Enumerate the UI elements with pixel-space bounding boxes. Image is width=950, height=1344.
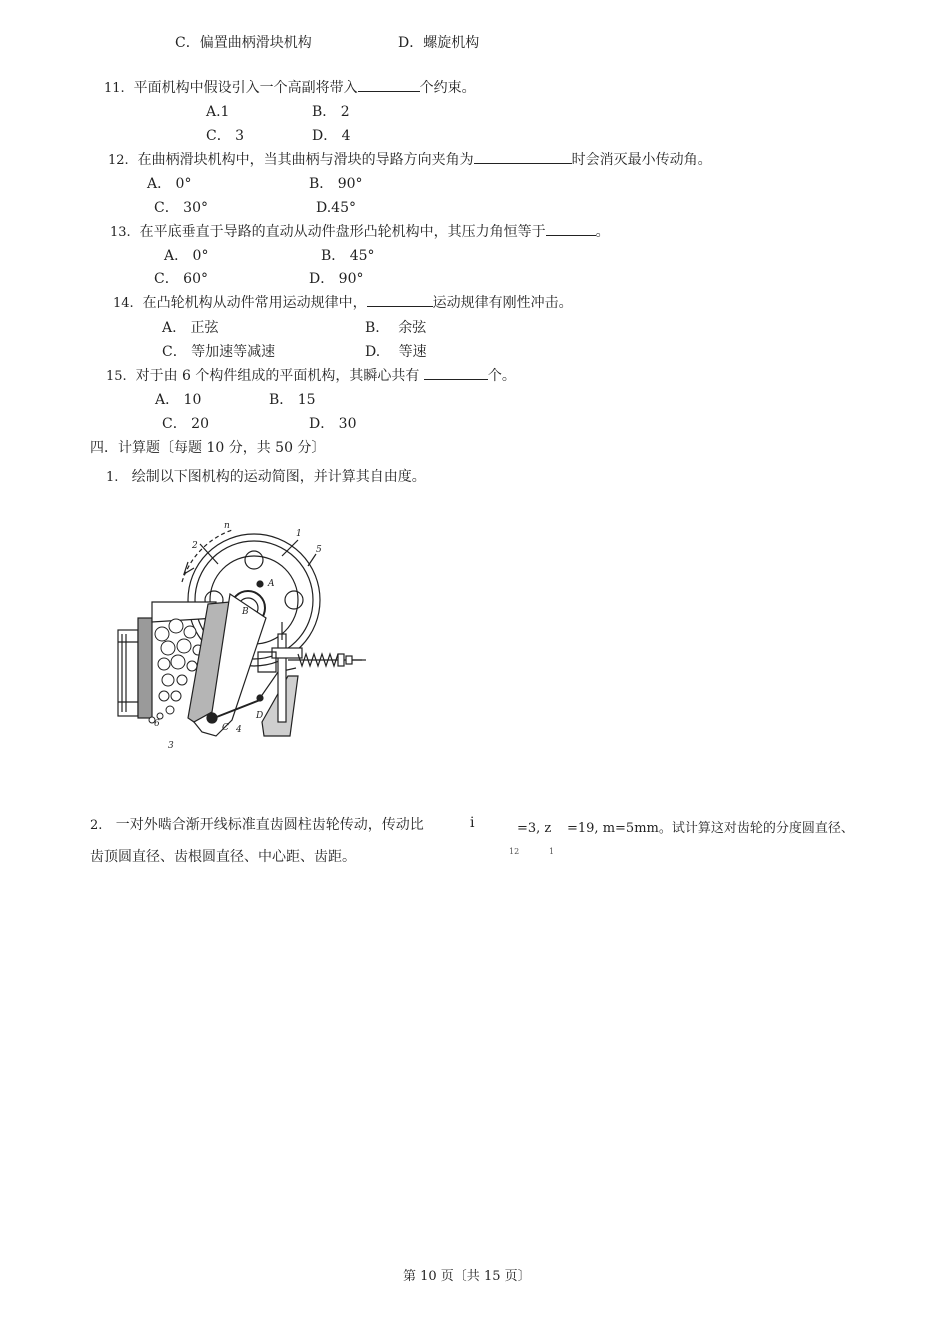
- q14-blank: [367, 294, 433, 307]
- calc2-text-a: 一对外啮合渐开线标准直齿圆柱齿轮传动，传动比: [115, 817, 424, 833]
- q13-option-d: D． 90°: [309, 271, 364, 287]
- q10-option-d: D．螺旋机构: [398, 35, 480, 51]
- q12-option-a: A． 0°: [147, 176, 192, 192]
- q15-text-b: 个。: [487, 368, 516, 384]
- calc2-text-c: =19, m=5mm。试计算这对齿轮的分度圆直径、: [567, 821, 854, 836]
- calc2-line2: 齿顶圆直径、齿根圆直径、中心距、齿距。: [90, 849, 356, 865]
- q11-option-c: C． 3: [206, 128, 245, 144]
- q14-option-b: B. 余弦: [365, 320, 427, 336]
- q14-text-b: 运动规律有刚性冲击。: [432, 295, 573, 311]
- q15-option-b: B． 15: [269, 392, 316, 408]
- label-3: 3: [168, 741, 174, 751]
- q13-text-a: 在平底垂直于导路的直动从动件盘形凸轮机构中，其压力角恒等于: [139, 224, 546, 240]
- q12-question: [108, 151, 712, 170]
- q13-option-c: C． 60°: [154, 271, 208, 287]
- calc2-ratio-symbol: i: [470, 815, 475, 831]
- q14-option-d: D. 等速: [365, 344, 427, 360]
- q11-question: [104, 79, 476, 98]
- label-5: 5: [316, 545, 322, 555]
- q11-number: 11.: [104, 81, 125, 96]
- q12-option-c: C． 30°: [154, 200, 208, 216]
- calc1-question: [106, 468, 426, 487]
- label-n: n: [224, 522, 230, 531]
- q15-question: [106, 367, 516, 386]
- q14-question: [113, 294, 573, 313]
- q13-option-b: B． 45°: [321, 248, 375, 264]
- jaw-crusher-figure: [112, 522, 372, 754]
- label-4: 4: [236, 725, 242, 735]
- q11-option-d: D． 4: [312, 128, 351, 144]
- q15-option-c: C． 20: [162, 416, 209, 432]
- calc2-sub-1: 1: [549, 847, 555, 856]
- q13-text-b: 。: [595, 224, 610, 240]
- calc2-text-b: =3, z: [517, 821, 552, 836]
- q13-question: [110, 223, 610, 242]
- q13-blank: [546, 223, 596, 236]
- label-a: A: [268, 579, 275, 589]
- q14-text-a: 在凸轮机构从动件常用运动规律中，: [142, 295, 367, 311]
- q13-number: 13.: [110, 225, 131, 240]
- q11-option-a: A.1: [206, 104, 230, 120]
- q12-number: 12.: [108, 153, 129, 168]
- q12-text-b: 时会消灭最小传动角。: [571, 152, 712, 168]
- q15-option-d: D． 30: [309, 416, 357, 432]
- q15-number: 15.: [106, 369, 127, 384]
- label-b: B: [242, 607, 249, 617]
- q15-blank: [424, 367, 488, 380]
- calc2-line1-left: [90, 816, 424, 835]
- q13-option-a: A． 0°: [164, 248, 209, 264]
- q12-option-b: B． 90°: [309, 176, 363, 192]
- label-d: D: [256, 711, 264, 721]
- calc2-sub-12: 12: [509, 847, 520, 856]
- label-6: 6: [154, 719, 160, 729]
- q14-option-c: C． 等加速等减速: [162, 344, 276, 360]
- q14-number: 14.: [113, 296, 134, 311]
- section-heading: 四．计算题〔每题 10 分，共 50 分〕: [90, 440, 326, 456]
- q11-text-a: 平面机构中假设引入一个高副将带入: [133, 80, 358, 96]
- page-footer: 第 10 页〔共 15 页〕: [403, 1269, 531, 1284]
- q10-option-c: C．偏置曲柄滑块机构: [175, 35, 312, 51]
- q12-blank: [474, 151, 572, 164]
- q11-option-b: B． 2: [312, 104, 350, 120]
- calc2-number: 2.: [90, 818, 103, 833]
- q14-option-a: A. 正弦: [162, 320, 219, 336]
- q15-text-a: 对于由 6 个构件组成的平面机构，其瞬心共有: [135, 368, 420, 384]
- label-c: C: [222, 723, 229, 733]
- q12-text-a: 在曲柄滑块机构中，当其曲柄与滑块的导路方向夹角为: [137, 152, 474, 168]
- label-1: 1: [296, 529, 302, 539]
- q11-text-b: 个约束。: [419, 80, 476, 96]
- calc1-number: 1.: [106, 470, 119, 485]
- label-2: 2: [192, 541, 198, 551]
- calc1-text: 绘制以下图机构的运动简图，并计算其自由度。: [131, 469, 426, 485]
- q15-option-a: A． 10: [155, 392, 202, 408]
- q12-option-d: D.45°: [316, 200, 356, 216]
- q11-blank: [358, 79, 420, 92]
